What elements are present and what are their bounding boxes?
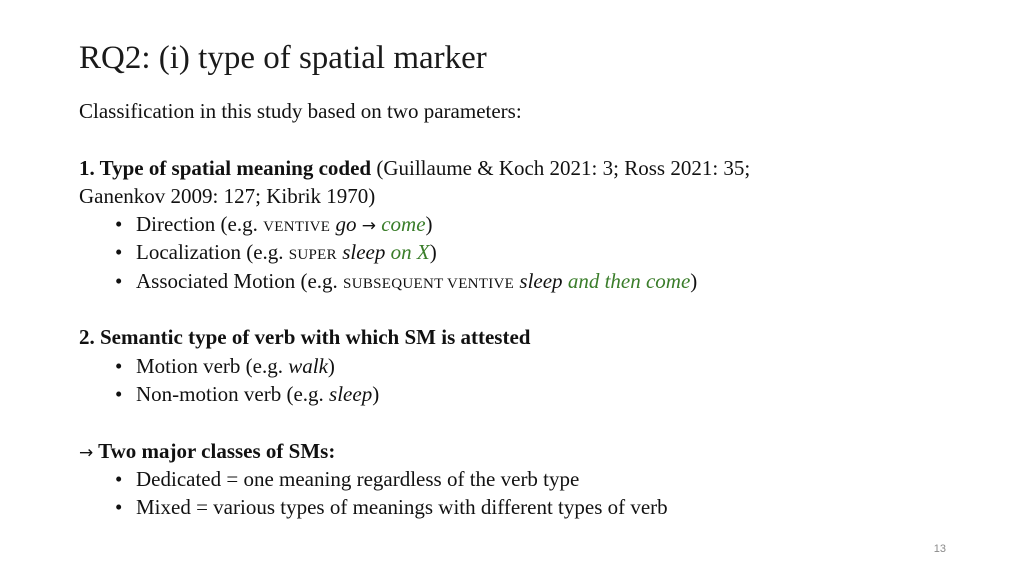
list-item-mixed: • Mixed = various types of meanings with different types of verb: [79, 493, 959, 521]
bullet: •: [115, 240, 123, 265]
meaning-on-x: on X: [385, 240, 430, 265]
gloss-subsequent-ventive: SUBSEQUENT VENTIVE: [343, 275, 515, 292]
list-item-direction: • Direction (e.g. VENTIVE go → come): [79, 210, 959, 238]
bullet: •: [115, 495, 123, 520]
bullet: •: [115, 381, 123, 406]
bullet: •: [115, 212, 123, 237]
section2-heading: 2. Semantic type of verb with which SM is attested: [79, 325, 531, 350]
section1-citation: (Guillaume & Koch 2021: 3; Ross 2021: 35;: [371, 155, 751, 180]
meaning-and-then-come: and then come: [562, 268, 691, 293]
section1-heading-line: [79, 154, 959, 182]
gloss-ventive: VENTIVE: [263, 219, 331, 236]
intro-text: Classification in this study based on two parameters:: [79, 99, 522, 123]
list-item-non-motion-verb: • Non-motion verb (e.g. sleep): [79, 380, 959, 408]
section1-heading: 1. Type of spatial meaning coded: [79, 155, 372, 180]
bullet: •: [115, 466, 123, 491]
section2-heading-line: [79, 323, 959, 351]
list-item-dedicated: • Dedicated = one meaning regardless of the verb type: [79, 465, 959, 493]
list-item-motion-verb: • Motion verb (e.g. walk): [79, 352, 959, 380]
bullet: •: [115, 353, 123, 378]
page-number: 13: [933, 543, 946, 555]
section3-heading: Two major classes of SMs:: [93, 438, 336, 463]
list-item-associated-motion: • Associated Motion (e.g. SUBSEQUENT VENTIVE sleep and then come): [79, 267, 959, 295]
slide-body: [79, 97, 959, 521]
arrow-icon: →: [361, 216, 376, 237]
list-item-localization: • Localization (e.g. SUPER sleep on X): [79, 238, 959, 266]
gloss-super: SUPER: [288, 247, 337, 264]
section3-heading-line: [79, 437, 959, 465]
section1-citation-cont: Ganenkov 2009: 127; Kibrik 1970): [79, 183, 376, 208]
meaning-come: come: [375, 212, 426, 237]
bullet: •: [115, 268, 123, 293]
arrow-icon: →: [79, 442, 94, 463]
slide-title: RQ2: (i) type of spatial marker: [79, 40, 487, 76]
